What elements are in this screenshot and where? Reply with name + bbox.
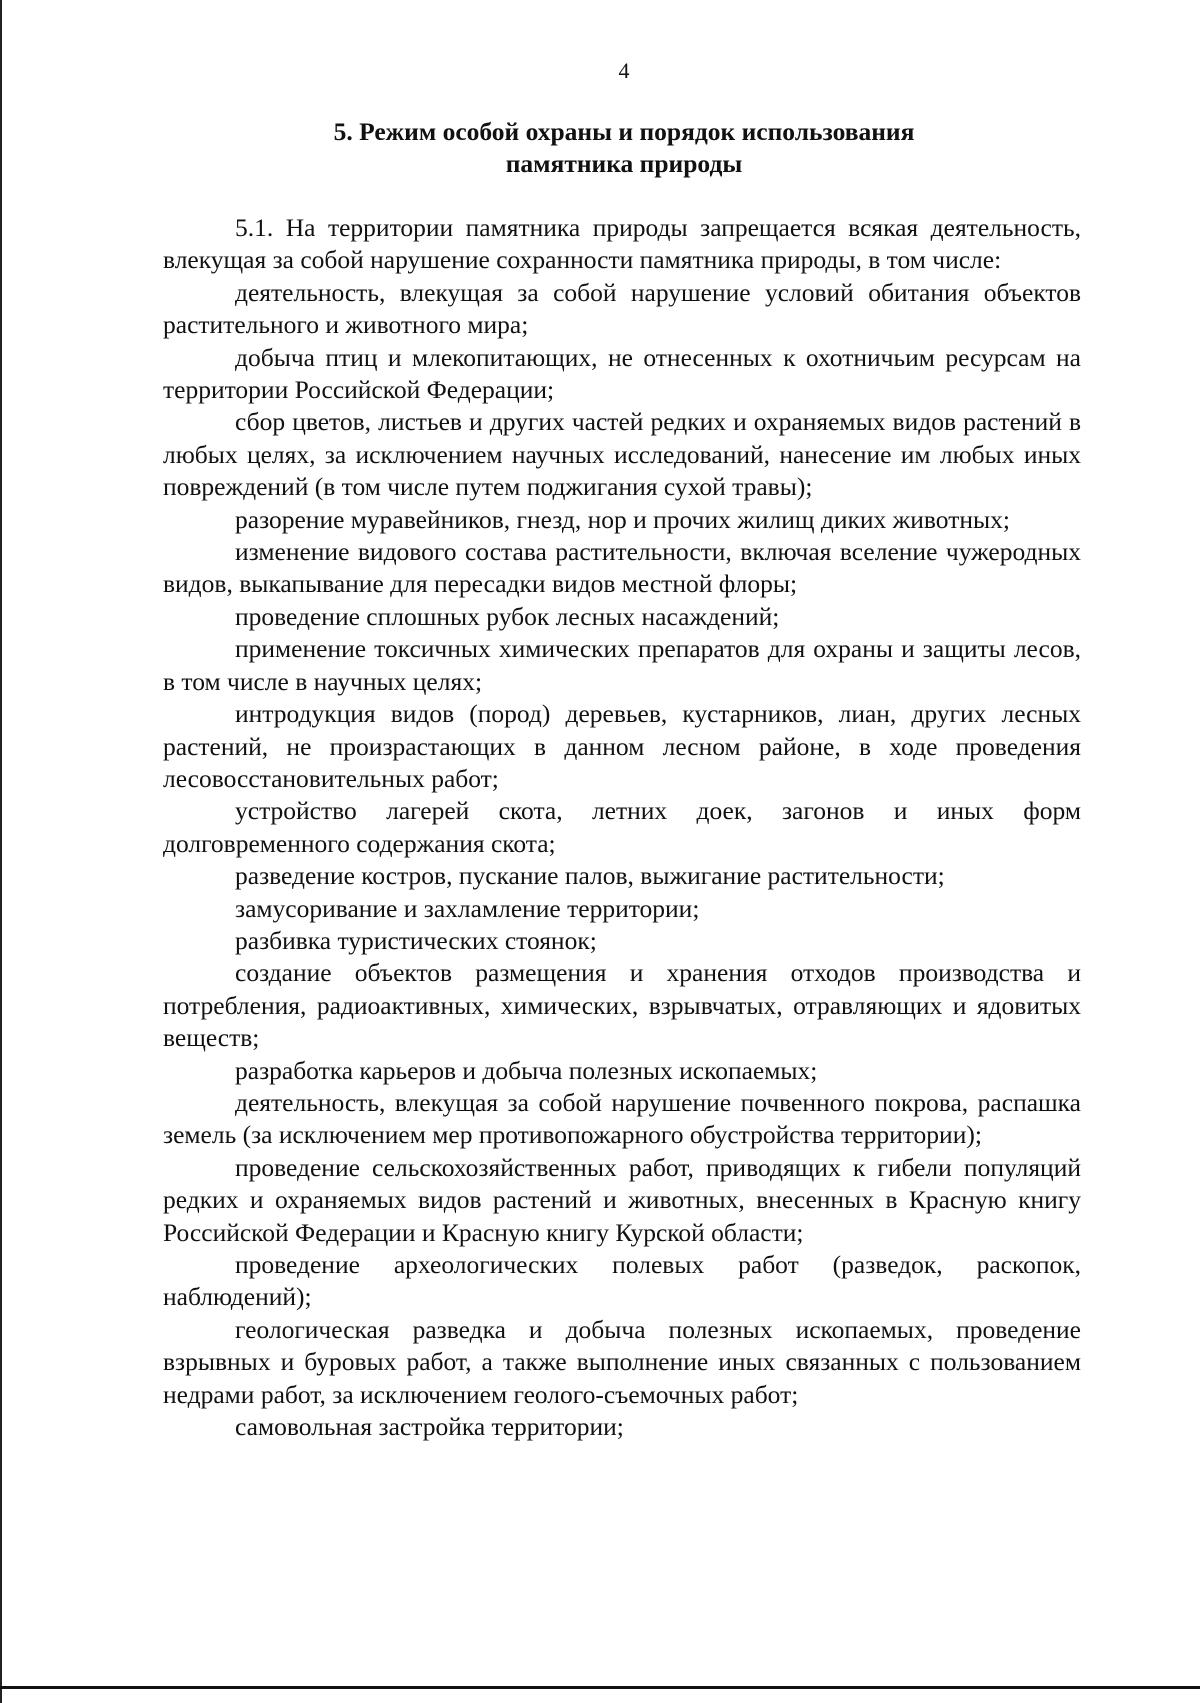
- list-item: геологическая разведка и добыча полезных ископаемых, проведение взрывных и буровых работ, а также выполнение иных связанных с пользованием недрами работ, за исключением геолого-съемочных работ;: [163, 1314, 1081, 1409]
- list-item: интродукция видов (пород) деревьев, кустарников, лиан, других лесных растений, не произрастающих в данном лесном районе, в ходе проведения лесовосстановительных работ;: [163, 699, 1081, 793]
- list-item: разведение костров, пускание палов, выжигание растительности;: [235, 861, 945, 891]
- list-item: проведение археологических полевых работ (разведок, раскопок, наблюдений);: [163, 1250, 1081, 1312]
- section-heading-line-2: памятника природы: [505, 149, 743, 178]
- document-body: [163, 212, 1081, 1443]
- list-item: проведение сельскохозяйственных работ, приводящих к гибели популяций редких и охраняемых видов растений и животных, внесенных в Красную книгу Российской Федерации и Красную книгу Курской области;: [163, 1152, 1081, 1247]
- list-item: изменение видового состава растительности, включая вселение чужеродных видов, выкапывание для пересадки видов местной флоры;: [163, 537, 1081, 599]
- list-item: разработка карьеров и добыча полезных ископаемых;: [235, 1055, 818, 1085]
- list-item: самовольная застройка территории;: [235, 1412, 624, 1442]
- section-heading: [0, 116, 1200, 180]
- list-item: устройство лагерей скота, летних доек, загонов и иных форм долговременного содержания скота;: [163, 796, 1081, 858]
- scan-edge-left: [0, 0, 2, 1703]
- page-number: 4: [618, 58, 630, 83]
- list-item: применение токсичных химических препаратов для охраны и защиты лесов, в том числе в научных целях;: [163, 634, 1081, 696]
- list-item: разорение муравейников, гнезд, нор и прочих жилищ диких животных;: [235, 504, 1010, 534]
- list-item: добыча птиц и млекопитающих, не отнесенных к охотничьим ресурсам на территории Российской Федерации;: [163, 342, 1081, 405]
- list-item: проведение сплошных рубок лесных насаждений;: [235, 601, 780, 631]
- scan-edge-bottom: [0, 1686, 1200, 1689]
- list-item: деятельность, влекущая за собой нарушение почвенного покрова, распашка земель (за исключением мер противопожарного обустройства территории);: [163, 1087, 1081, 1150]
- list-item: разбивка туристических стоянок;: [235, 925, 597, 955]
- list-item: сбор цветов, листьев и других частей редких и охраняемых видов растений в любых целях, за исключением научных исследований, нанесение им любых иных повреждений (в том числе путем поджигания сухой травы);: [163, 407, 1081, 502]
- paragraph-5-1: 5.1. На территории памятника природы запрещается всякая деятельность, влекущая за собой нарушение сохранности памятника природы, в том числе:: [163, 213, 1081, 275]
- list-item: замусоривание и захламление территории;: [235, 893, 700, 923]
- list-item: создание объектов размещения и хранения отходов производства и потребления, радиоактивных, химических, взрывчатых, отравляющих и ядовитых веществ;: [163, 958, 1081, 1053]
- section-heading-line-1: 5. Режим особой охраны и порядок использования: [333, 117, 915, 146]
- list-item: деятельность, влекущая за собой нарушение условий обитания объектов растительного и животного мира;: [163, 277, 1081, 340]
